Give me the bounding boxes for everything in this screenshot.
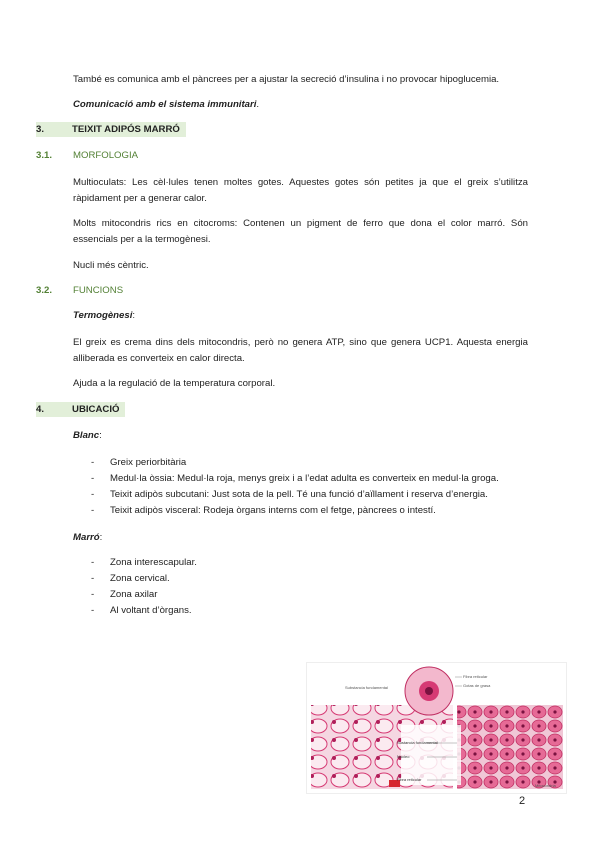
list-dash: -	[91, 505, 95, 516]
section-4-num: 4.	[36, 402, 52, 417]
blanc-title: Blanc	[73, 430, 100, 441]
section-3-title: TEIXIT ADIPÓS MARRÓ	[52, 122, 186, 137]
figure-label-mid-1: Sustancia fundamental	[397, 740, 438, 745]
list-dash: -	[91, 489, 95, 500]
paragraph-immune	[73, 97, 528, 113]
marro-punct: :	[99, 532, 103, 543]
morfologia-3: Nucli més cèntric.	[73, 260, 149, 271]
section-4-heading	[36, 403, 125, 417]
marro-label	[73, 530, 528, 546]
figure-label-top-right-2: Gotas de grasa	[463, 683, 491, 688]
section-32-num: 3.2.	[36, 285, 53, 296]
marro-item: Zona axilar	[110, 589, 158, 600]
marro-item: Zona cervical.	[110, 573, 170, 584]
termogenesi-punct: :	[132, 310, 136, 321]
figure-label-mid-3: Fibra reticular	[397, 777, 422, 782]
histology-illustration	[307, 663, 566, 793]
funcions-1: El greix es crema dins dels mitocondris, però no genera ATP, sino que genera UCP1. Aquesta energia alliberada es converteix en calor directa.	[73, 337, 528, 364]
blanc-item: Medul·la òssia: Medul·la roja, menys greix i a l’edat adulta es converteix en medul·la groga.	[110, 473, 499, 484]
list-dash: -	[91, 557, 95, 568]
blanc-item: Teixit adipòs subcutani: Just sota de la pell. Té una funció d’aïllament i reserva d’energia.	[110, 489, 488, 500]
section-31-title: MORFOLOGIA	[73, 150, 139, 161]
immune-title: Comunicació amb el sistema immunitari	[73, 99, 257, 110]
blanc-label	[73, 428, 528, 444]
morfologia-2: Molts mitocondris rics en citocroms: Contenen un pigment de ferro que dona el color marró. Són essencials per a la termogènesi.	[73, 218, 528, 245]
termogenesi-title: Termogènesi	[73, 310, 133, 321]
blanc-item: Greix periorbitària	[110, 457, 187, 468]
figure-label-bottom-right: Mitocondria	[535, 783, 556, 788]
marro-title: Marró	[73, 532, 100, 543]
morfologia-1: Multioculats: Les cèl·lules tenen moltes gotes. Aquestes gotes són petites ja que el greix s’utilitza ràpidament per a generar calor.	[73, 177, 528, 204]
list-dash: -	[91, 605, 95, 616]
marro-item: Al voltant d’òrgans.	[110, 605, 192, 616]
section-3-heading	[36, 123, 186, 137]
blanc-item: Teixit adipòs visceral: Rodeja òrgans interns com el fetge, pàncrees o intestí.	[110, 505, 436, 516]
brown-adipose-region	[457, 705, 563, 789]
adipose-tissue-figure	[306, 662, 567, 794]
immune-punct: .	[256, 99, 260, 110]
section-31-num: 3.1.	[36, 150, 53, 161]
list-dash: -	[91, 573, 95, 584]
list-dash: -	[91, 457, 95, 468]
funcions-2: Ajuda a la regulació de la temperatura corporal.	[73, 378, 276, 389]
termogenesi-label	[73, 308, 528, 324]
figure-label-top-left: Substancia fundamental	[345, 685, 388, 690]
marro-item: Zona interescapular.	[110, 557, 197, 568]
list-dash: -	[91, 473, 95, 484]
figure-label-mid-2: Núcleo	[397, 754, 410, 759]
page-number: 2	[519, 795, 526, 807]
section-3-num: 3.	[36, 122, 52, 137]
blanc-punct: :	[99, 430, 102, 441]
section-4-title: UBICACIÓ	[52, 402, 125, 417]
figure-label-top-right-1: Fibra reticular	[463, 674, 488, 679]
paragraph-pancreas: També es comunica amb el pàncrees per a ajustar la secreció d’insulina i no provocar hipoglucemia.	[73, 74, 500, 85]
section-32-title: FUNCIONS	[73, 285, 124, 296]
list-dash: -	[91, 589, 95, 600]
